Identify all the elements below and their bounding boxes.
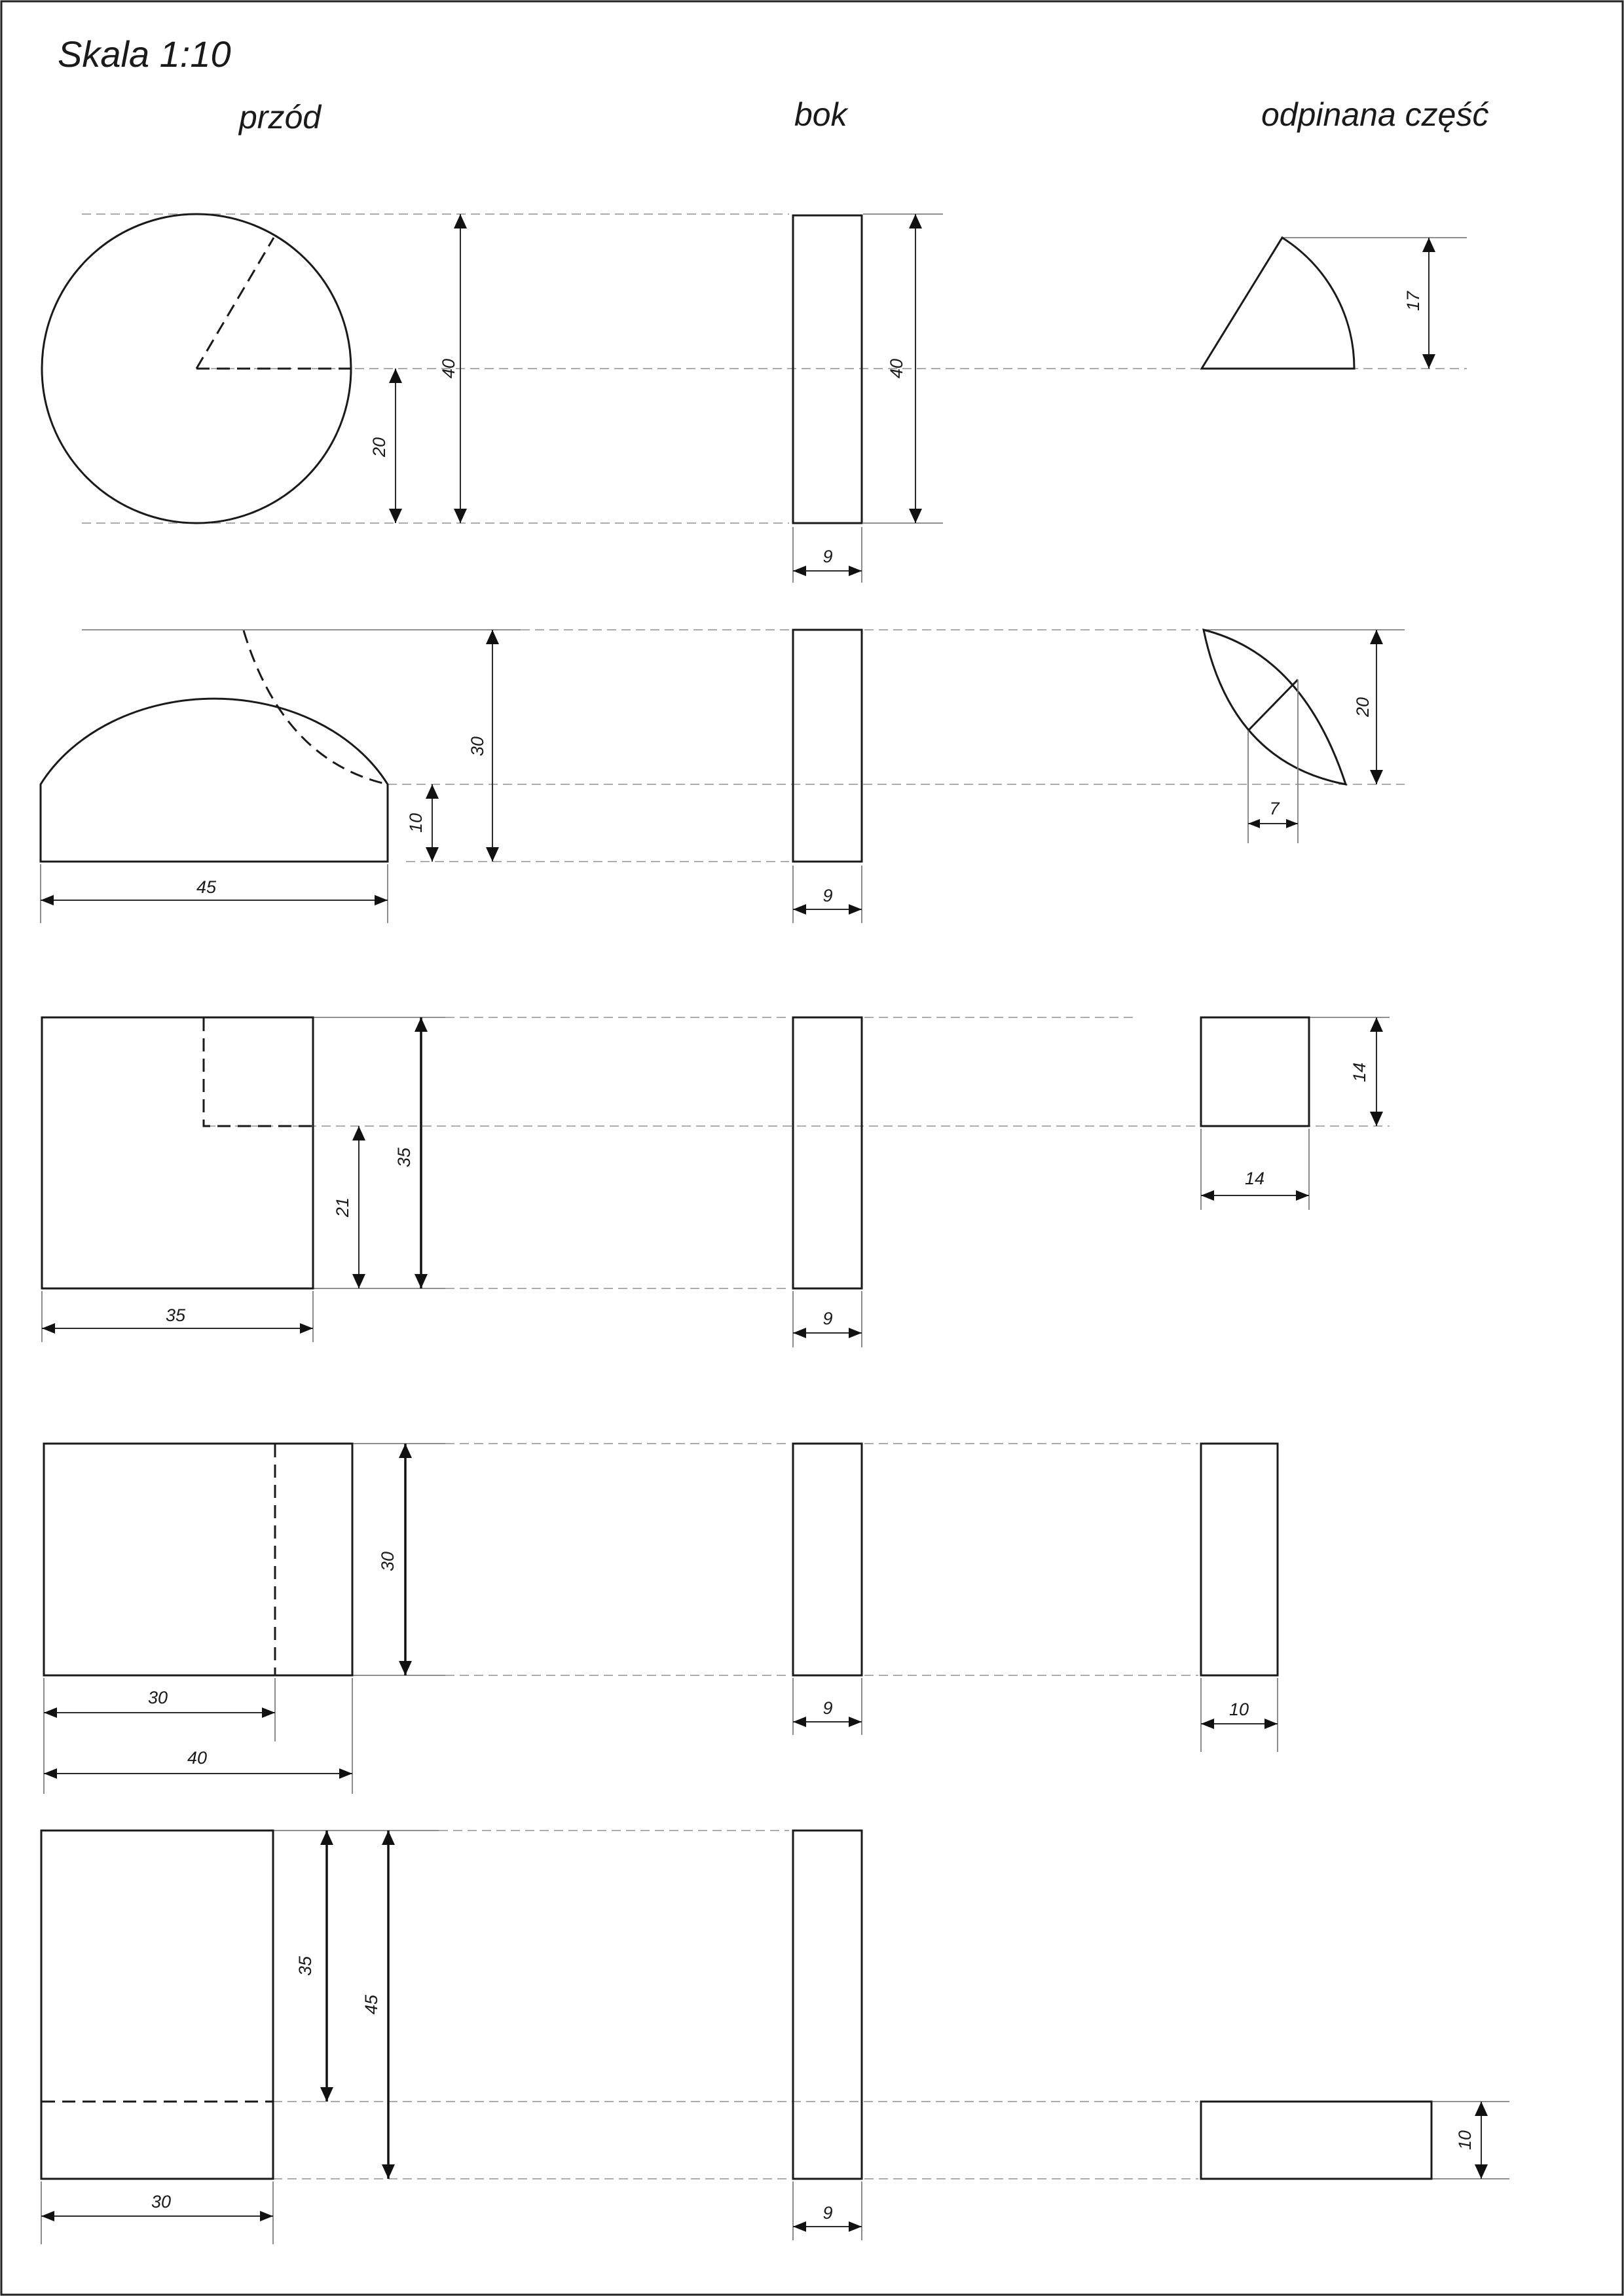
dimension-label: 21 (333, 1197, 352, 1218)
dimension-label: 35 (295, 1956, 315, 1977)
dimension-arrow (849, 904, 862, 915)
dimension-label: 17 (1403, 291, 1423, 312)
dimension-arrow (42, 1323, 55, 1334)
scale-label: Skala 1:10 (58, 33, 231, 75)
front-view-rect (44, 1444, 352, 1675)
dimension-arrow (389, 509, 402, 523)
dimension-arrow (1475, 2164, 1488, 2179)
dimension-label: 30 (151, 2192, 172, 2212)
dimension-arrow (454, 509, 467, 523)
dimension-arrow (486, 847, 499, 862)
dimension-arrow (375, 895, 388, 905)
dimension-label: 40 (187, 1748, 208, 1768)
dimension-arrow (44, 1707, 57, 1718)
dimension-arrow (399, 1444, 412, 1458)
sheet-border (1, 1, 1623, 2295)
dimension-label: 30 (378, 1551, 397, 1572)
dimension-label: 9 (822, 1309, 833, 1328)
dimension-arrow (352, 1274, 365, 1288)
dimension-arrow (1296, 1190, 1309, 1201)
dimension-label: 10 (406, 812, 426, 833)
row-1-circle (42, 214, 1467, 583)
dimension-arrow (1370, 1112, 1383, 1126)
dimension-label: 20 (1353, 697, 1373, 718)
dimension-label: 45 (196, 877, 217, 897)
dimension-label: 9 (822, 2203, 833, 2223)
dimension-label: 9 (822, 547, 833, 566)
column-header-front: przód (239, 99, 322, 136)
dimension-arrow (352, 1126, 365, 1140)
dimension-arrow (1370, 770, 1383, 784)
dimension-arrow (41, 2211, 54, 2221)
front-view-arch (41, 699, 388, 862)
dimension-arrow (1475, 2102, 1488, 2116)
side-view-rect (793, 630, 862, 862)
dimension-arrow (260, 2211, 273, 2221)
part-inner-line (1248, 680, 1298, 731)
dimension-label: 40 (887, 358, 906, 379)
dimension-label: 9 (822, 886, 833, 905)
dimension-arrow (849, 566, 862, 576)
dimension-arrow (339, 1768, 352, 1779)
dimension-arrow (1286, 819, 1298, 828)
dimension-label: 30 (468, 736, 487, 757)
dimension-arrow (793, 2221, 806, 2232)
dimension-arrow (300, 1323, 313, 1334)
dimension-arrow (1422, 354, 1435, 369)
detachable-part-lens (1204, 630, 1346, 784)
hidden-arc (244, 630, 388, 784)
dimension-arrow (415, 1017, 428, 1032)
row-4-rectangle (44, 1444, 1278, 1794)
dimension-label: 10 (1455, 2130, 1475, 2151)
dimension-arrow (1248, 819, 1260, 828)
dimension-arrow (793, 1328, 806, 1338)
dimension-label: 9 (822, 1698, 833, 1718)
dimension-arrow (486, 630, 499, 644)
side-view-rect (793, 1444, 862, 1675)
dimension-label: 10 (1228, 1700, 1249, 1719)
dimension-label: 7 (1269, 799, 1280, 818)
dimension-arrow (849, 1328, 862, 1338)
dimension-arrow (1264, 1719, 1278, 1729)
dimension-arrow (389, 369, 402, 383)
dimension-arrow (1201, 1190, 1214, 1201)
side-view-rect (793, 1831, 862, 2179)
dimension-arrow (1370, 1017, 1383, 1032)
dimension-label: 20 (369, 437, 389, 458)
detachable-part-rect (1201, 2102, 1431, 2179)
dimension-arrow (320, 2087, 333, 2102)
detachable-part-square (1201, 1017, 1309, 1126)
dimension-arrow (793, 566, 806, 576)
dimension-arrow (426, 784, 439, 799)
dimension-arrow (262, 1707, 275, 1718)
dimension-label: 35 (165, 1305, 186, 1325)
dimension-label: 35 (394, 1147, 414, 1168)
column-header-detachable: odpinana część (1261, 96, 1489, 133)
dimension-label: 14 (1244, 1169, 1265, 1188)
dimension-label: 40 (439, 358, 458, 379)
dimension-arrow (793, 904, 806, 915)
dimension-arrow (849, 2221, 862, 2232)
dimension-label: 45 (361, 1994, 381, 2015)
dimension-arrow (415, 1274, 428, 1288)
side-view-rect (793, 1017, 862, 1288)
dimension-arrow (1422, 238, 1435, 252)
dimension-arrow (399, 1661, 412, 1675)
row-5-tall-rectangle (41, 1831, 1509, 2244)
dimension-label: 30 (147, 1688, 168, 1707)
dimension-arrow (1370, 630, 1383, 644)
dimension-arrow (44, 1768, 57, 1779)
dimension-arrow (909, 214, 922, 228)
detachable-part-sector (1202, 238, 1354, 369)
dimension-arrow (793, 1717, 806, 1727)
dimension-arrow (1201, 1719, 1214, 1729)
dimension-arrow (849, 1717, 862, 1727)
front-view-rect (41, 1831, 273, 2179)
side-view-rect (793, 215, 862, 523)
dimension-arrow (454, 214, 467, 228)
hidden-line (196, 238, 274, 369)
hidden-notch (204, 1018, 312, 1126)
column-header-side: bok (794, 96, 847, 133)
row-3-square (42, 1017, 1390, 1347)
dimension-arrow (41, 895, 54, 905)
dimension-arrow (382, 2164, 395, 2179)
dimension-arrow (382, 1831, 395, 1845)
row-2-arch (41, 630, 1405, 923)
dimension-arrow (426, 847, 439, 862)
dimension-arrow (909, 509, 922, 523)
detachable-part-rect (1201, 1444, 1278, 1675)
front-view-square (42, 1017, 313, 1288)
dimension-label: 14 (1350, 1062, 1369, 1083)
dimension-arrow (320, 1831, 333, 1845)
